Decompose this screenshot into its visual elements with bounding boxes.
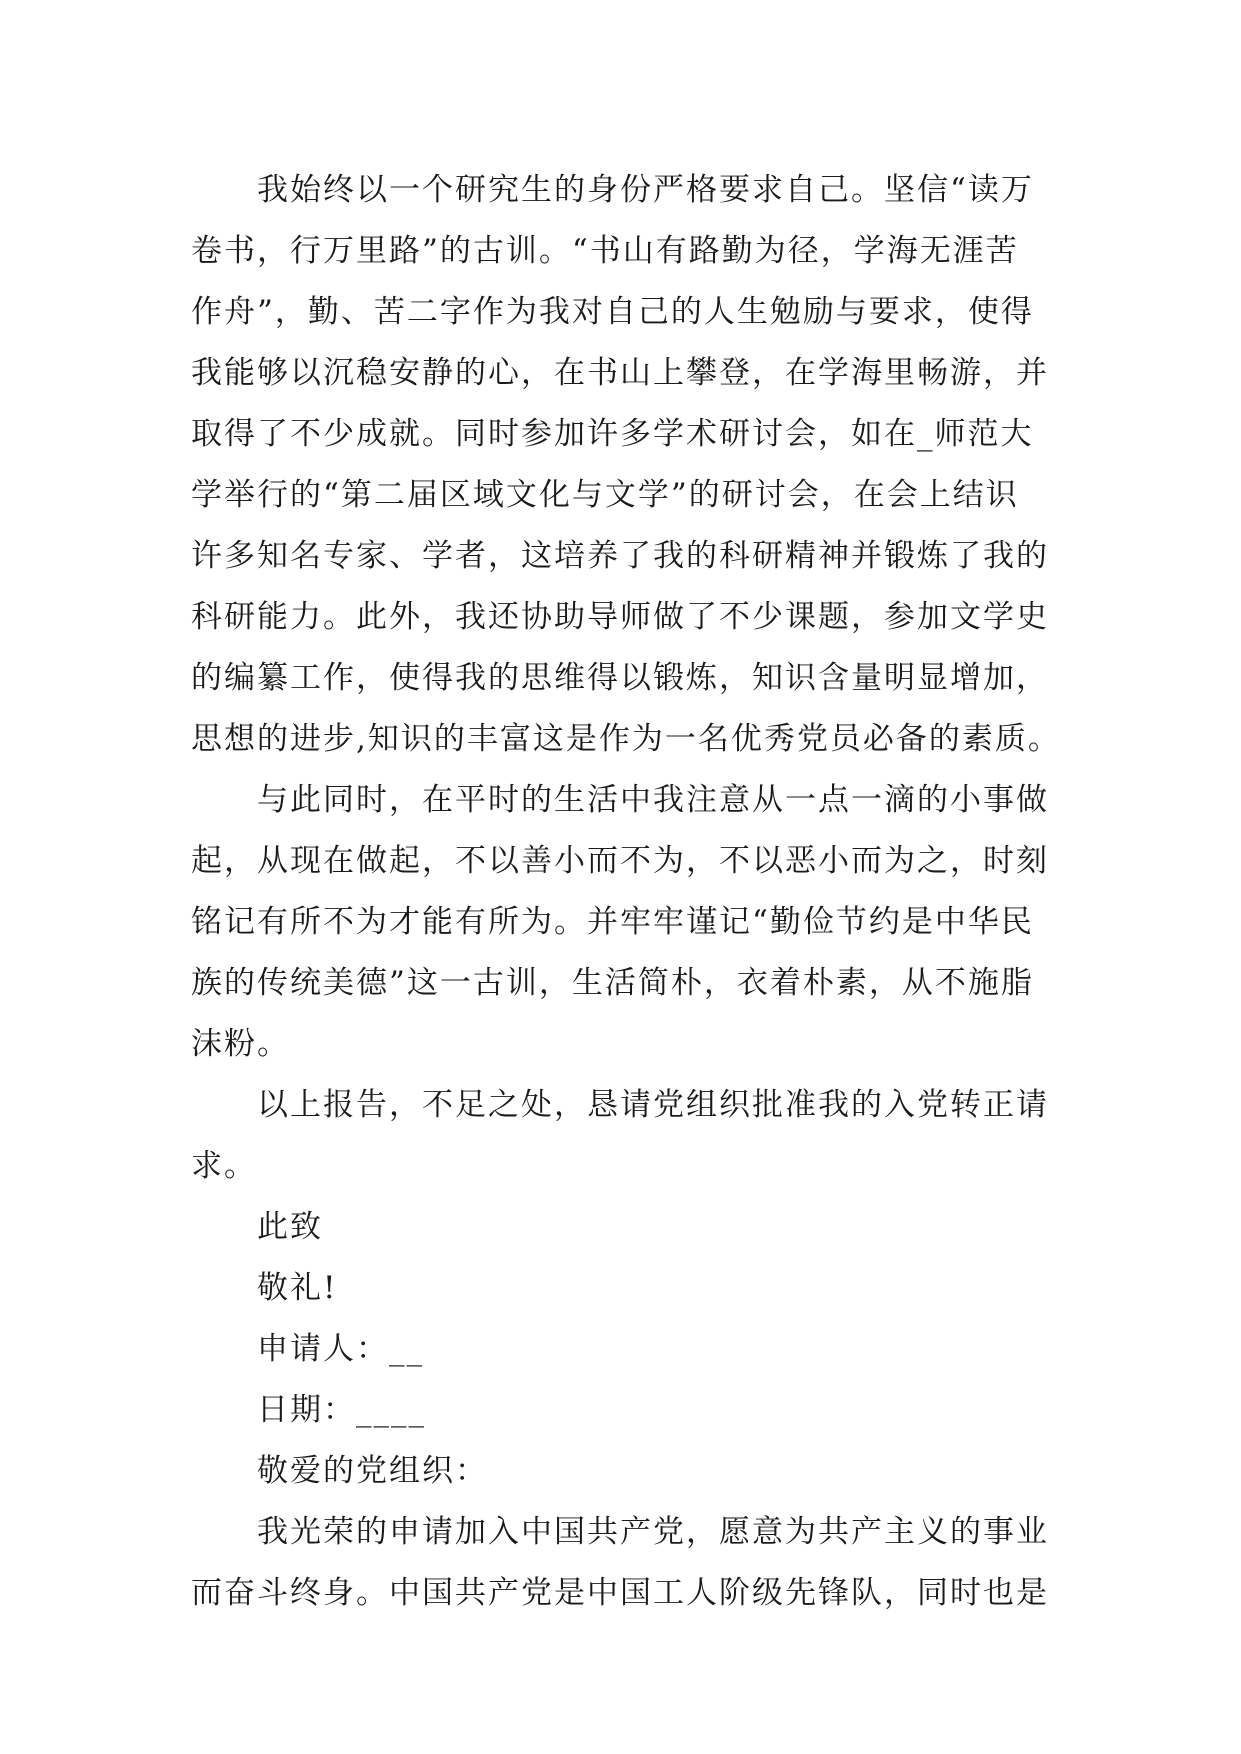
text-line: 与此同时，在平时的生活中我注意从一点一滴的小事做 [257, 782, 1049, 818]
text-line: 求。 [191, 1148, 257, 1184]
text-line: 我始终以一个研究生的身份严格要求自己。坚信“读万 [257, 172, 1034, 208]
text-line: 科研能力。此外，我还协助导师做了不少课题，参加文学史 [191, 599, 1049, 635]
text-line: 的编纂工作，使得我的思维得以锻炼，知识含量明显增加， [191, 660, 1049, 696]
applicant-line: 申请人：__ [257, 1331, 424, 1367]
text-line: 思想的进步,知识的丰富这是作为一名优秀党员必备的素质。 [191, 721, 1061, 757]
text-line: 学举行的“第二届区域文化与文学”的研讨会，在会上结识 [191, 477, 1019, 513]
text-line: 作舟”，勤、苦二字作为我对自己的人生勉励与要求，使得 [191, 294, 1034, 330]
text-line: 沫粉。 [191, 1026, 290, 1062]
closing-salutation: 此致 [257, 1209, 323, 1245]
greeting-line: 敬爱的党组织： [257, 1453, 488, 1489]
text-line: 族的传统美德”这一古训，生活简朴，衣着朴素，从不施脂 [191, 965, 1034, 1001]
text-line: 我光荣的申请加入中国共产党，愿意为共产主义的事业 [257, 1514, 1049, 1550]
text-line: 卷书，行万里路”的古训。“书山有路勤为径，学海无涯苦 [191, 233, 1019, 269]
text-line: 许多知名专家、学者，这培养了我的科研精神并锻炼了我的 [191, 538, 1049, 574]
document-body [191, 160, 1071, 1624]
text-line: 取得了不少成就。同时参加许多学术研讨会，如在_师范大 [191, 416, 1034, 452]
text-line: 我能够以沉稳安静的心，在书山上攀登，在学海里畅游，并 [191, 355, 1049, 391]
text-line: 铭记有所不为才能有所为。并牢牢谨记“勤俭节约是中华民 [191, 904, 1034, 940]
text-line: 起，从现在做起，不以善小而不为，不以恶小而为之，时刻 [191, 843, 1049, 879]
date-line: 日期：____ [257, 1392, 426, 1428]
text-line: 而奋斗终身。中国共产党是中国工人阶级先锋队，同时也是 [191, 1575, 1049, 1611]
text-line: 以上报告，不足之处，恳请党组织批准我的入党转正请 [257, 1087, 1049, 1123]
closing-regards: 敬礼! [257, 1270, 338, 1306]
